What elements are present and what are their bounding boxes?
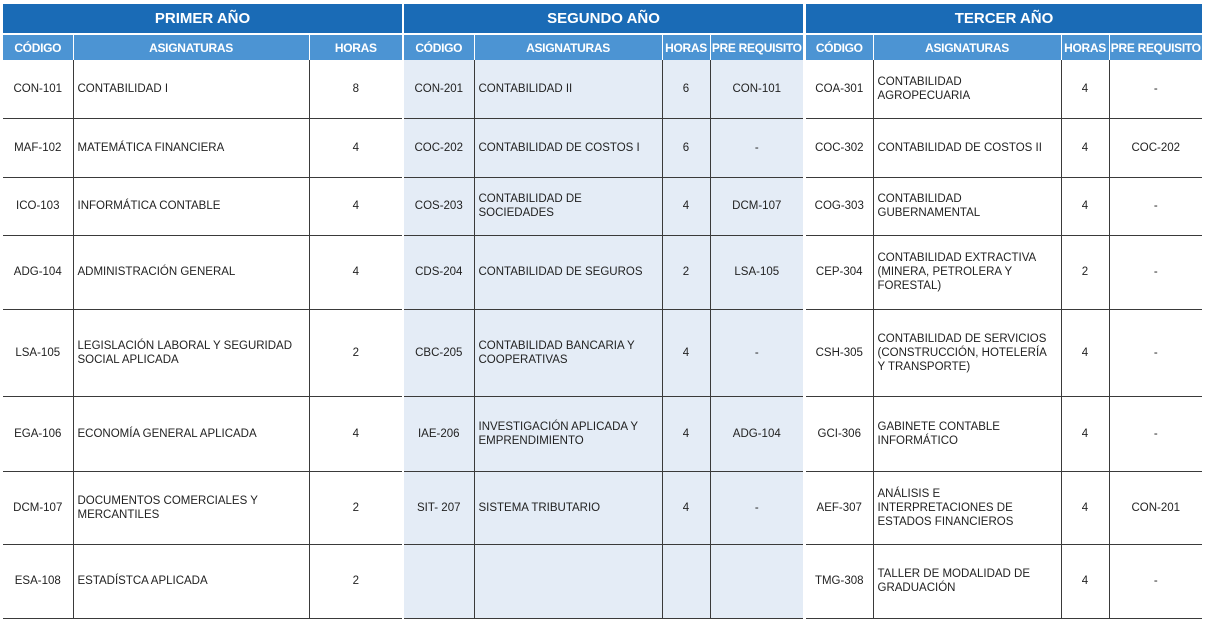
course-subject: CONTABILIDAD EXTRACTIVA (MINERA, PETROLERA Y FORESTAL) bbox=[873, 235, 1061, 309]
course-prerequisite: CON-201 bbox=[1109, 471, 1202, 544]
table-row bbox=[404, 60, 803, 118]
course-code: COC-302 bbox=[806, 118, 873, 177]
course-hours bbox=[662, 544, 710, 618]
course-code: DCM-107 bbox=[3, 471, 73, 544]
course-prerequisite: - bbox=[1109, 396, 1202, 471]
course-code: COA-301 bbox=[806, 60, 873, 118]
course-hours: 4 bbox=[1061, 309, 1109, 396]
course-code: COS-203 bbox=[404, 177, 474, 235]
course-subject: ECONOMÍA GENERAL APLICADA bbox=[73, 396, 309, 471]
course-code: GCI-306 bbox=[806, 396, 873, 471]
second-year-title: SEGUNDO AÑO bbox=[404, 4, 803, 34]
course-subject: GABINETE CONTABLE INFORMÁTICO bbox=[873, 396, 1061, 471]
table-row bbox=[3, 60, 402, 118]
table-row bbox=[3, 118, 402, 177]
course-subject: CONTABILIDAD DE COSTOS II bbox=[873, 118, 1061, 177]
course-code: TMG-308 bbox=[806, 544, 873, 618]
course-hours: 4 bbox=[662, 177, 710, 235]
course-subject: ANÁLISIS E INTERPRETACIONES DE ESTADOS FINANCIEROS bbox=[873, 471, 1061, 544]
course-hours: 6 bbox=[662, 60, 710, 118]
table-row bbox=[3, 544, 402, 618]
course-code: CON-201 bbox=[404, 60, 474, 118]
course-prerequisite: CON-101 bbox=[710, 60, 803, 118]
table-row bbox=[404, 235, 803, 309]
course-subject: LEGISLACIÓN LABORAL Y SEGURIDAD SOCIAL APLICADA bbox=[73, 309, 309, 396]
course-hours: 2 bbox=[1061, 235, 1109, 309]
subjects-header: ASIGNATURAS bbox=[73, 34, 309, 60]
course-hours: 4 bbox=[1061, 544, 1109, 618]
course-subject: CONTABILIDAD BANCARIA Y COOPERATIVAS bbox=[474, 309, 662, 396]
table-row bbox=[404, 396, 803, 471]
course-prerequisite: - bbox=[710, 309, 803, 396]
second-year-table bbox=[404, 4, 803, 619]
course-subject: CONTABILIDAD DE COSTOS I bbox=[474, 118, 662, 177]
course-code: AEF-307 bbox=[806, 471, 873, 544]
course-subject: CONTABILIDAD GUBERNAMENTAL bbox=[873, 177, 1061, 235]
course-prerequisite: - bbox=[710, 471, 803, 544]
course-hours: 4 bbox=[1061, 471, 1109, 544]
code-header: CÓDIGO bbox=[806, 34, 873, 60]
prerequisite-header: PRE REQUISITO bbox=[1109, 34, 1202, 60]
course-code: ICO-103 bbox=[3, 177, 73, 235]
table-row bbox=[3, 235, 402, 309]
course-subject: INVESTIGACIÓN APLICADA Y EMPRENDIMIENTO bbox=[474, 396, 662, 471]
course-hours: 4 bbox=[1061, 396, 1109, 471]
course-subject: SISTEMA TRIBUTARIO bbox=[474, 471, 662, 544]
course-hours: 2 bbox=[309, 471, 402, 544]
course-code: COC-202 bbox=[404, 118, 474, 177]
course-code: CDS-204 bbox=[404, 235, 474, 309]
third-year-table bbox=[806, 4, 1202, 619]
course-prerequisite: DCM-107 bbox=[710, 177, 803, 235]
course-subject: CONTABILIDAD II bbox=[474, 60, 662, 118]
table-row bbox=[806, 60, 1202, 118]
course-subject bbox=[474, 544, 662, 618]
course-code: MAF-102 bbox=[3, 118, 73, 177]
course-prerequisite: - bbox=[1109, 544, 1202, 618]
table-row bbox=[404, 471, 803, 544]
third-year-title: TERCER AÑO bbox=[806, 4, 1202, 34]
course-code: CEP-304 bbox=[806, 235, 873, 309]
table-row bbox=[3, 396, 402, 471]
code-header: CÓDIGO bbox=[404, 34, 474, 60]
course-subject: DOCUMENTOS COMERCIALES Y MERCANTILES bbox=[73, 471, 309, 544]
course-code: CON-101 bbox=[3, 60, 73, 118]
hours-header: HORAS bbox=[1061, 34, 1109, 60]
course-hours: 8 bbox=[309, 60, 402, 118]
course-hours: 4 bbox=[1061, 177, 1109, 235]
course-code: EGA-106 bbox=[3, 396, 73, 471]
course-hours: 4 bbox=[1061, 60, 1109, 118]
table-row bbox=[404, 177, 803, 235]
course-hours: 4 bbox=[662, 471, 710, 544]
table-row bbox=[806, 396, 1202, 471]
table-row bbox=[404, 309, 803, 396]
course-code: SIT- 207 bbox=[404, 471, 474, 544]
course-prerequisite: COC-202 bbox=[1109, 118, 1202, 177]
course-code: LSA-105 bbox=[3, 309, 73, 396]
course-subject: INFORMÁTICA CONTABLE bbox=[73, 177, 309, 235]
hours-header: HORAS bbox=[662, 34, 710, 60]
course-hours: 2 bbox=[309, 309, 402, 396]
course-prerequisite: - bbox=[710, 118, 803, 177]
table-row bbox=[806, 471, 1202, 544]
hours-header: HORAS bbox=[309, 34, 402, 60]
course-subject: CONTABILIDAD DE SERVICIOS (CONSTRUCCIÓN, HOTELERÍA Y TRANSPORTE) bbox=[873, 309, 1061, 396]
course-subject: TALLER DE MODALIDAD DE GRADUACIÓN bbox=[873, 544, 1061, 618]
table-row bbox=[3, 309, 402, 396]
course-hours: 4 bbox=[1061, 118, 1109, 177]
first-year-title: PRIMER AÑO bbox=[3, 4, 402, 34]
subjects-header: ASIGNATURAS bbox=[474, 34, 662, 60]
course-code bbox=[404, 544, 474, 618]
course-prerequisite: - bbox=[1109, 177, 1202, 235]
course-hours: 6 bbox=[662, 118, 710, 177]
course-code: CBC-205 bbox=[404, 309, 474, 396]
table-row bbox=[806, 177, 1202, 235]
course-code: IAE-206 bbox=[404, 396, 474, 471]
course-hours: 4 bbox=[662, 396, 710, 471]
table-row bbox=[3, 177, 402, 235]
prerequisite-header: PRE REQUISITO bbox=[710, 34, 803, 60]
course-subject: ESTADÍSTCA APLICADA bbox=[73, 544, 309, 618]
course-prerequisite: - bbox=[1109, 309, 1202, 396]
course-code: COG-303 bbox=[806, 177, 873, 235]
course-hours: 4 bbox=[309, 118, 402, 177]
table-row bbox=[404, 544, 803, 618]
table-row bbox=[806, 118, 1202, 177]
course-hours: 2 bbox=[309, 544, 402, 618]
course-prerequisite: - bbox=[1109, 235, 1202, 309]
course-prerequisite: ADG-104 bbox=[710, 396, 803, 471]
course-hours: 4 bbox=[309, 177, 402, 235]
course-hours: 4 bbox=[309, 235, 402, 309]
table-row bbox=[3, 471, 402, 544]
first-year-table bbox=[3, 4, 402, 619]
course-subject: CONTABILIDAD AGROPECUARIA bbox=[873, 60, 1061, 118]
course-code: ESA-108 bbox=[3, 544, 73, 618]
course-code: ADG-104 bbox=[3, 235, 73, 309]
table-row bbox=[404, 118, 803, 177]
course-hours: 4 bbox=[662, 309, 710, 396]
table-row bbox=[806, 544, 1202, 618]
course-code: CSH-305 bbox=[806, 309, 873, 396]
course-subject: CONTABILIDAD I bbox=[73, 60, 309, 118]
course-prerequisite bbox=[710, 544, 803, 618]
course-prerequisite: LSA-105 bbox=[710, 235, 803, 309]
course-prerequisite: - bbox=[1109, 60, 1202, 118]
subjects-header: ASIGNATURAS bbox=[873, 34, 1061, 60]
course-subject: CONTABILIDAD DE SOCIEDADES bbox=[474, 177, 662, 235]
course-subject: ADMINISTRACIÓN GENERAL bbox=[73, 235, 309, 309]
course-subject: CONTABILIDAD DE SEGUROS bbox=[474, 235, 662, 309]
table-row bbox=[806, 235, 1202, 309]
course-hours: 4 bbox=[309, 396, 402, 471]
table-row bbox=[806, 309, 1202, 396]
course-subject: MATEMÁTICA FINANCIERA bbox=[73, 118, 309, 177]
code-header: CÓDIGO bbox=[3, 34, 73, 60]
course-hours: 2 bbox=[662, 235, 710, 309]
